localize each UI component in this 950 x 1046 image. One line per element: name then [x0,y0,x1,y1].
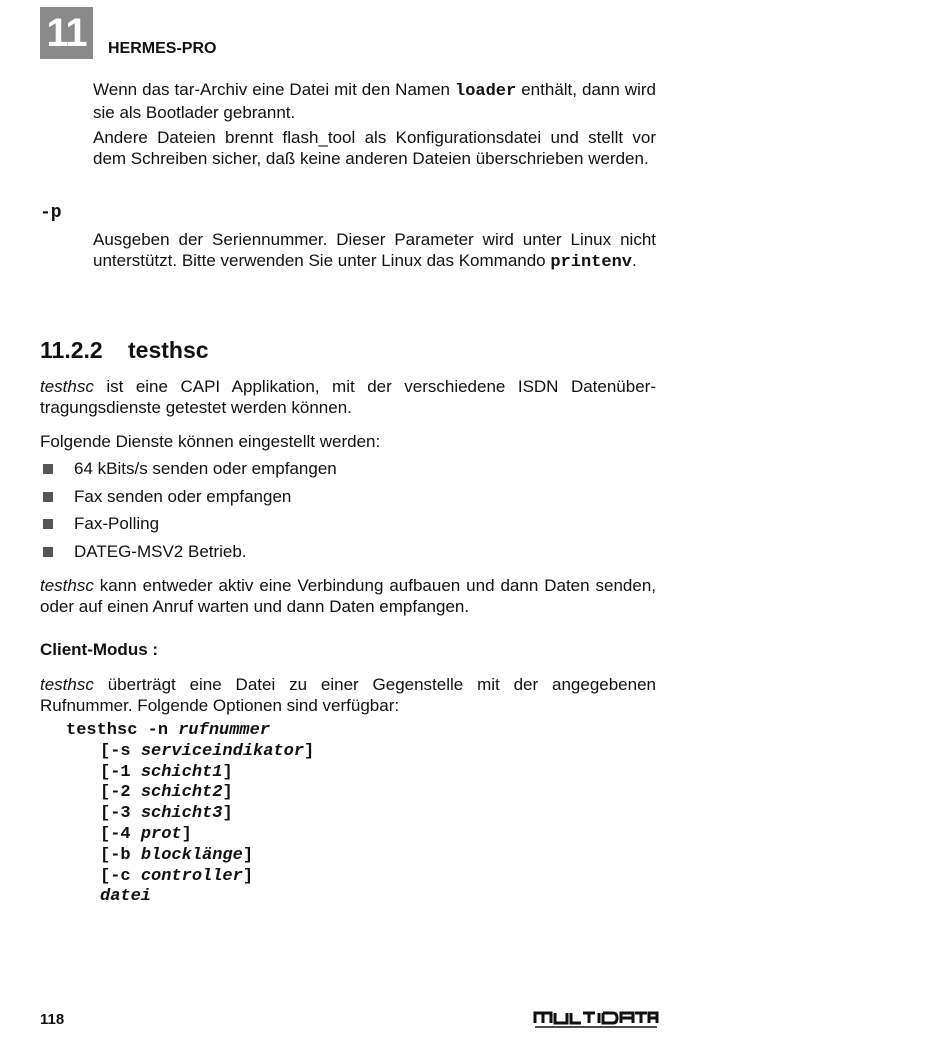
option-open: [-b [100,845,141,865]
list-item-label: Fax-Polling [74,514,160,533]
command-option [66,825,314,846]
option-open: [-c [100,866,141,886]
option-argument: serviceindikator [140,741,305,761]
running-header-title: HERMES-PRO [108,40,217,57]
list-item [40,512,337,540]
option-close: ] [181,824,192,844]
intro-text: enthält, dann wird sie als Bootlader gebrannt. [93,80,657,122]
option-argument: blocklänge [140,845,243,865]
square-bullet-icon [43,519,53,529]
option-argument: prot [140,824,182,844]
option-argument: schicht2 [140,783,223,803]
command-option [66,846,314,867]
client-paragraph [40,674,656,716]
list-item [40,485,337,513]
intro-paragraph-1 [93,79,656,123]
list-item-label: 64 kBits/s senden oder empfangen [74,459,337,478]
command-syntax-block [66,721,314,908]
command-option [66,804,314,825]
option-argument: schicht3 [140,804,223,824]
intro-paragraph-2: Andere Dateien brennt flash_tool als Konfigurationsdatei und stellt vor dem Schreiben sicher, daß keine anderen Dateien überschrieben werden. [93,128,656,168]
program-name: testhsc [40,576,94,595]
section-number: 11.2.2 [40,337,103,363]
option-p-description [93,229,656,273]
option-close: ] [242,866,254,886]
client-mode-heading: Client-Modus : [40,640,159,659]
list-item-label: Fax senden oder empfangen [74,486,292,506]
file-argument: datei [100,887,152,907]
option-argument: controller [140,866,243,886]
list-item [40,457,337,485]
option-open: [-1 [100,762,141,782]
paragraph-text: überträgt eine Datei zu einer Gegenstelle mit der angegebenen Rufnummer. Folgende Optionen sind verfügbar: [40,675,656,715]
section-paragraph-2: Folgende Dienste können eingestellt werden: [40,432,381,451]
command-argument: rufnummer [178,721,271,740]
square-bullet-icon [43,492,53,502]
intro-text: Wenn das tar-Archiv eine Datei mit den Namen [93,80,455,99]
command-last-argument [66,887,314,908]
paragraph-text: ist eine CAPI Applikation, mit der verschiedene ISDN Datenüber-tragungsdienste getestet werden können. [40,377,656,417]
option-close: ] [222,762,233,782]
command-option [66,783,314,804]
section-paragraph-3 [40,575,656,617]
square-bullet-icon [43,547,53,557]
paragraph-text: kann entweder aktiv eine Verbindung aufbauen und dann Daten senden, oder auf einen Anruf warten und dann Daten empfangen. [40,576,656,616]
list-item-label: DATEG-MSV2 Betrieb. [74,541,247,561]
option-flag-p: -p [40,203,62,223]
option-close: ] [222,783,233,803]
section-heading [40,337,209,364]
option-open: [-2 [100,783,141,803]
option-p-text: . [632,251,637,270]
section-title: testhsc [128,337,209,363]
section-paragraph-1 [40,376,656,418]
option-argument: schicht1 [140,762,223,782]
command-option [66,867,314,888]
services-list [40,457,337,567]
option-p-text: Ausgeben der Seriennummer. Dieser Parameter wird unter Linux nicht unterstützt. Bitte verwenden Sie unter Linux das Kommando [93,230,656,270]
program-name: testhsc [40,675,94,694]
list-item [40,540,337,568]
multidata-logo [533,1010,659,1028]
program-name: testhsc [40,377,94,396]
square-bullet-icon [43,464,53,474]
option-close: ] [242,845,254,865]
inline-code-loader: loader [455,82,517,101]
command-name: testhsc -n [66,721,179,740]
option-open: [-4 [100,824,141,844]
option-open: [-3 [100,804,141,824]
option-open: [-s [100,741,141,761]
option-close: ] [222,804,233,824]
page-number: 118 [40,1011,65,1028]
chapter-number-box: 11 [40,7,93,59]
command-option [66,742,314,763]
command-option [66,763,314,784]
inline-code-printenv: printenv [550,253,632,272]
command-line [66,721,314,742]
option-close: ] [304,741,315,761]
